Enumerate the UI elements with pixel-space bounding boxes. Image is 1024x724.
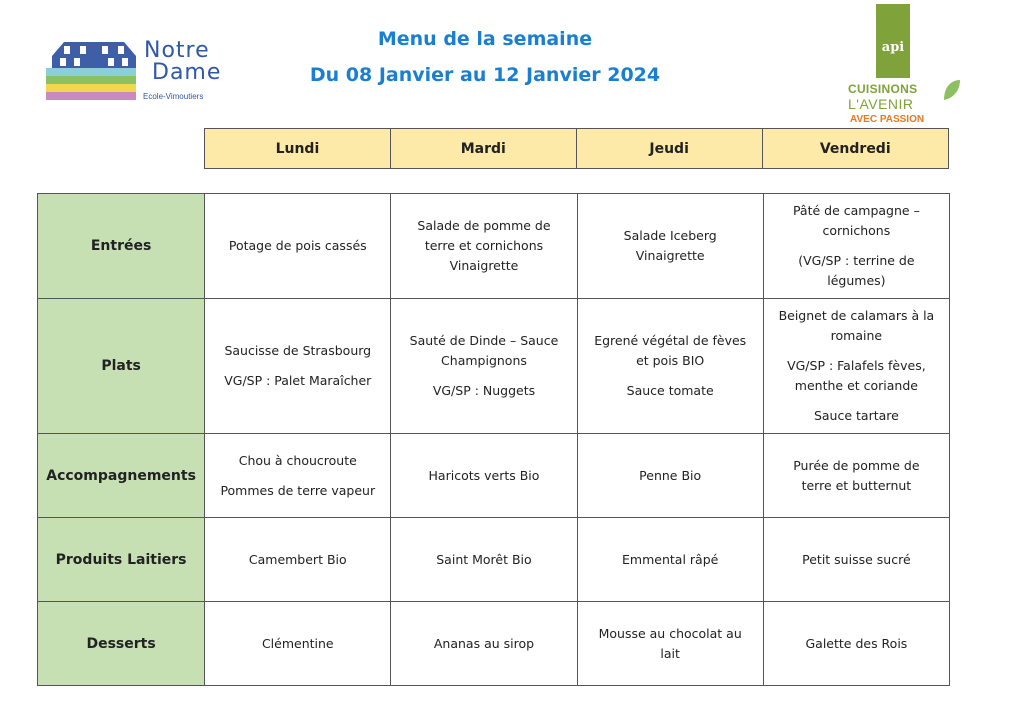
menu-cell [577,602,763,686]
category-label: Accompagnements [38,434,205,518]
menu-cell [391,518,577,602]
menu-line: Potage de pois cassés [228,238,367,253]
menu-line: Petit suisse sucré [802,551,911,567]
menu-line: VG/SP : Nuggets [432,383,536,398]
paragraph-gap [770,346,943,356]
menu-cell [577,194,763,299]
menu-line: Clémentine [261,635,334,651]
menu-line: (VG/SP : terrine de [798,253,915,268]
menu-line: Ananas au sirop [433,635,535,651]
menu-line: Saucisse de Strasbourg [224,343,372,358]
menu-row [38,602,950,686]
menu-line: Mousse au chocolat au [598,625,742,641]
menu-cell [763,194,949,299]
menu-line: Haricots verts Bio [428,467,540,483]
menu-line: Salade de pomme de [417,218,551,233]
leaf-icon [942,78,962,102]
menu-row [38,194,950,299]
menu-line: Champignons [441,353,527,368]
menu-line: Vinaigrette [449,258,519,273]
category-label: Entrées [38,194,205,299]
date-range: Du 08 Janvier au 12 Janvier 2024 [309,64,661,86]
school-name-2: Dame [152,60,222,85]
menu-line: Penne Bio [639,467,702,483]
paragraph-gap [770,241,943,251]
menu-line: Pâté de campagne – [792,203,920,218]
school-logo [44,26,222,106]
menu-cell [205,299,391,434]
menu-table [37,193,950,686]
menu-line: menthe et coriande [794,378,918,393]
menu-cell [205,194,391,299]
menu-line: terre et cornichons [424,238,544,253]
school-name-1: Notre [144,38,210,63]
category-label: Desserts [38,602,205,686]
paragraph-gap [770,396,943,406]
menu-row [38,434,950,518]
day-header-3: Vendredi [762,129,948,169]
paragraph-gap [211,471,384,481]
menu-cell [577,518,763,602]
menu-line: VG/SP : Falafels fèves, [787,358,926,373]
api-slogan-3: AVEC PASSION [850,114,925,125]
school-subtitle: Ecole-Vimoutiers [143,92,204,101]
menu-line: VG/SP : Palet Maraîcher [224,373,372,388]
menu-cell [391,434,577,518]
menu-cell [577,299,763,434]
api-slogan-2: L'AVENIR [848,96,914,112]
menu-row [38,518,950,602]
menu-line: et pois BIO [636,353,705,368]
menu-line: Chou à choucroute [238,452,357,468]
days-header [204,128,949,169]
menu-line: Beignet de calamars à la [778,308,935,323]
menu-line: Purée de pomme de [793,457,920,473]
menu-line: Emmental râpé [622,551,719,567]
menu-cell [205,602,391,686]
api-slogan-1: CUISINONS [848,82,918,96]
menu-row [38,299,950,434]
menu-line: Egrené végétal de fèves [594,333,747,348]
day-header-2: Jeudi [576,129,762,169]
menu-line: lait [660,645,680,661]
menu-cell [763,518,949,602]
menu-cell [205,434,391,518]
menu-line: Salade Iceberg [623,228,717,243]
menu-line: romaine [830,328,883,343]
api-logo-box [876,4,910,78]
menu-line: Vinaigrette [635,248,705,263]
day-header-0: Lundi [205,129,391,169]
menu-line: Sauté de Dinde – Sauce [409,333,559,348]
menu-cell [763,299,949,434]
menu-cell [391,299,577,434]
menu-cell [763,602,949,686]
menu-cell [391,602,577,686]
api-logo [848,4,968,128]
api-word: api [881,40,905,55]
menu-line: cornichons [822,223,891,238]
menu-line: terre et butternut [801,477,912,493]
menu-cell [763,434,949,518]
paragraph-gap [584,371,757,381]
page-title: Menu de la semaine [377,28,593,50]
menu-cell [577,434,763,518]
paragraph-gap [211,361,384,371]
menu-cell [205,518,391,602]
category-label: Produits Laitiers [38,518,205,602]
menu-line: Camembert Bio [248,551,347,567]
menu-line: Sauce tomate [626,383,714,398]
school-building-icon [44,26,144,106]
menu-cell [391,194,577,299]
category-label: Plats [38,299,205,434]
menu-line: Pommes de terre vapeur [220,482,376,498]
menu-line: Saint Morêt Bio [436,551,532,567]
menu-line: Sauce tartare [813,408,899,423]
menu-line: légumes) [827,273,886,288]
paragraph-gap [397,371,570,381]
day-header-1: Mardi [390,129,576,169]
menu-line: Galette des Rois [805,635,908,651]
